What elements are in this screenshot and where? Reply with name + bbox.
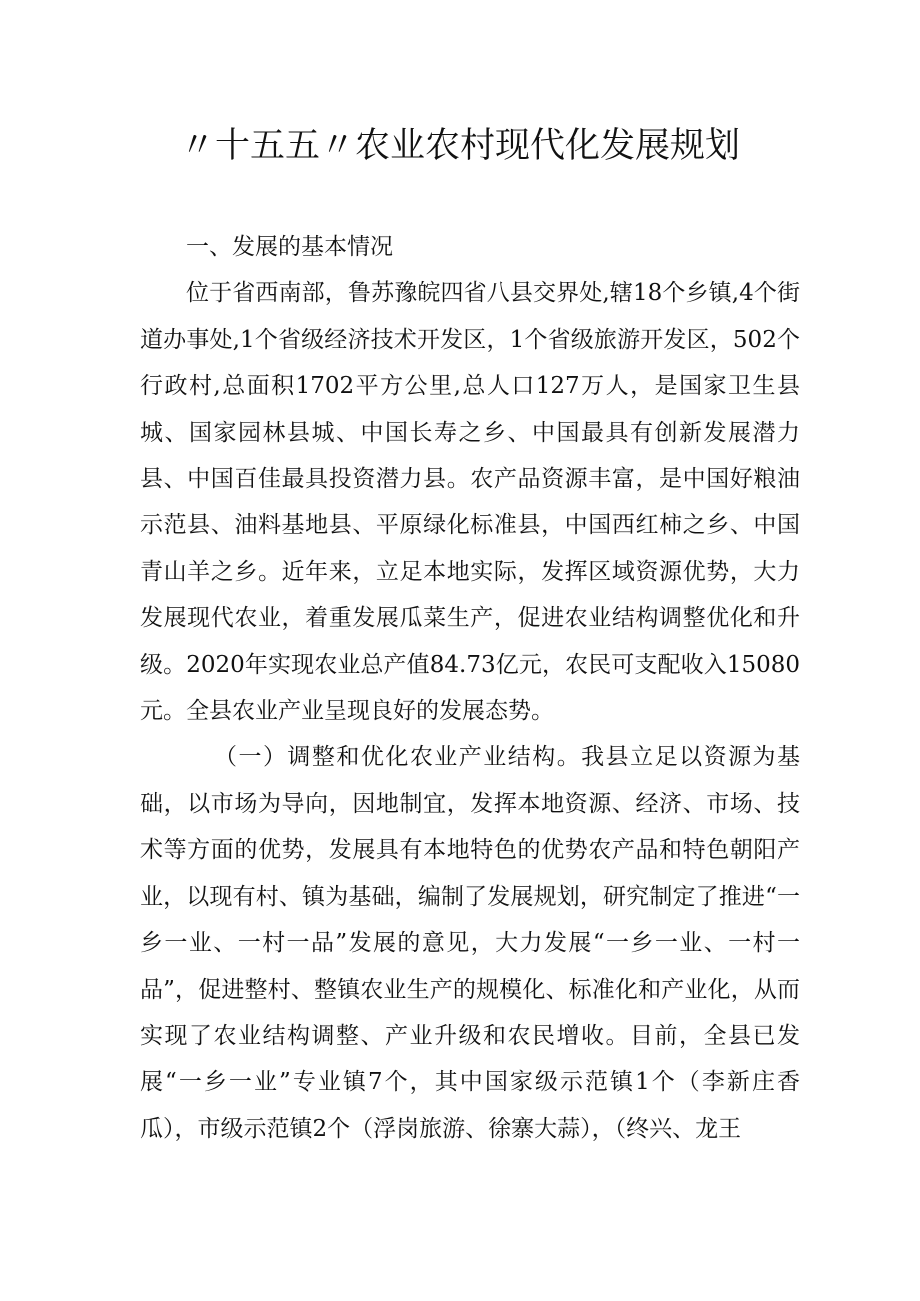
document-title: 〃十五五〃农业农村现代化发展规划 bbox=[179, 126, 740, 166]
document-body bbox=[140, 224, 800, 1152]
section-heading: 一、发展的基本情况 bbox=[186, 234, 393, 260]
paragraph-overview: 位于省西南部，鲁苏豫皖四省八县交界处,辖18个乡镇,4个街道办事处,1个省级经济技术开发区，1个省级旅游开发区，502个行政村,总面积1702平方公里,总人口127万人，是国家卫生县城、国家园林县城、中国长寿之乡、中国最具有创新发展潜力县、中国百佳最具投资潜力县。农产品资源丰富，是中国好粮油示范县、油料基地县、平原绿化标准县，中国西红柿之乡、中国青山羊之乡。近年来，立足本地实际，发挥区域资源优势，大力发展现代农业，着重发展瓜菜生产，促进农业结构调整优化和升级。2020年实现农业总产值84.73亿元，农民可支配收入15080元。全县农业产业呈现良好的发展态势。 bbox=[140, 280, 800, 725]
paragraph-structure-adjustment: （一）调整和优化农业产业结构。我县立足以资源为基础，以市场为导向，因地制宜，发挥本地资源、经济、市场、技术等方面的优势，发展具有本地特色的优势农产品和特色朝阳产业，以现有村、镇为基础，编制了发展规划，研究制定了推进“一乡一业、一村一品”发展的意见，大力发展“一乡一业、一村一品”，促进整村、整镇农业生产的规模化、标准化和产业化，从而实现了农业结构调整、产业升级和农民增收。目前，全县已发展“一乡一业”专业镇7个，其中国家级示范镇1个（李新庄香瓜），市级示范镇2个（浮岗旅游、徐寨大蒜），（终兴、龙王 bbox=[140, 744, 800, 1142]
